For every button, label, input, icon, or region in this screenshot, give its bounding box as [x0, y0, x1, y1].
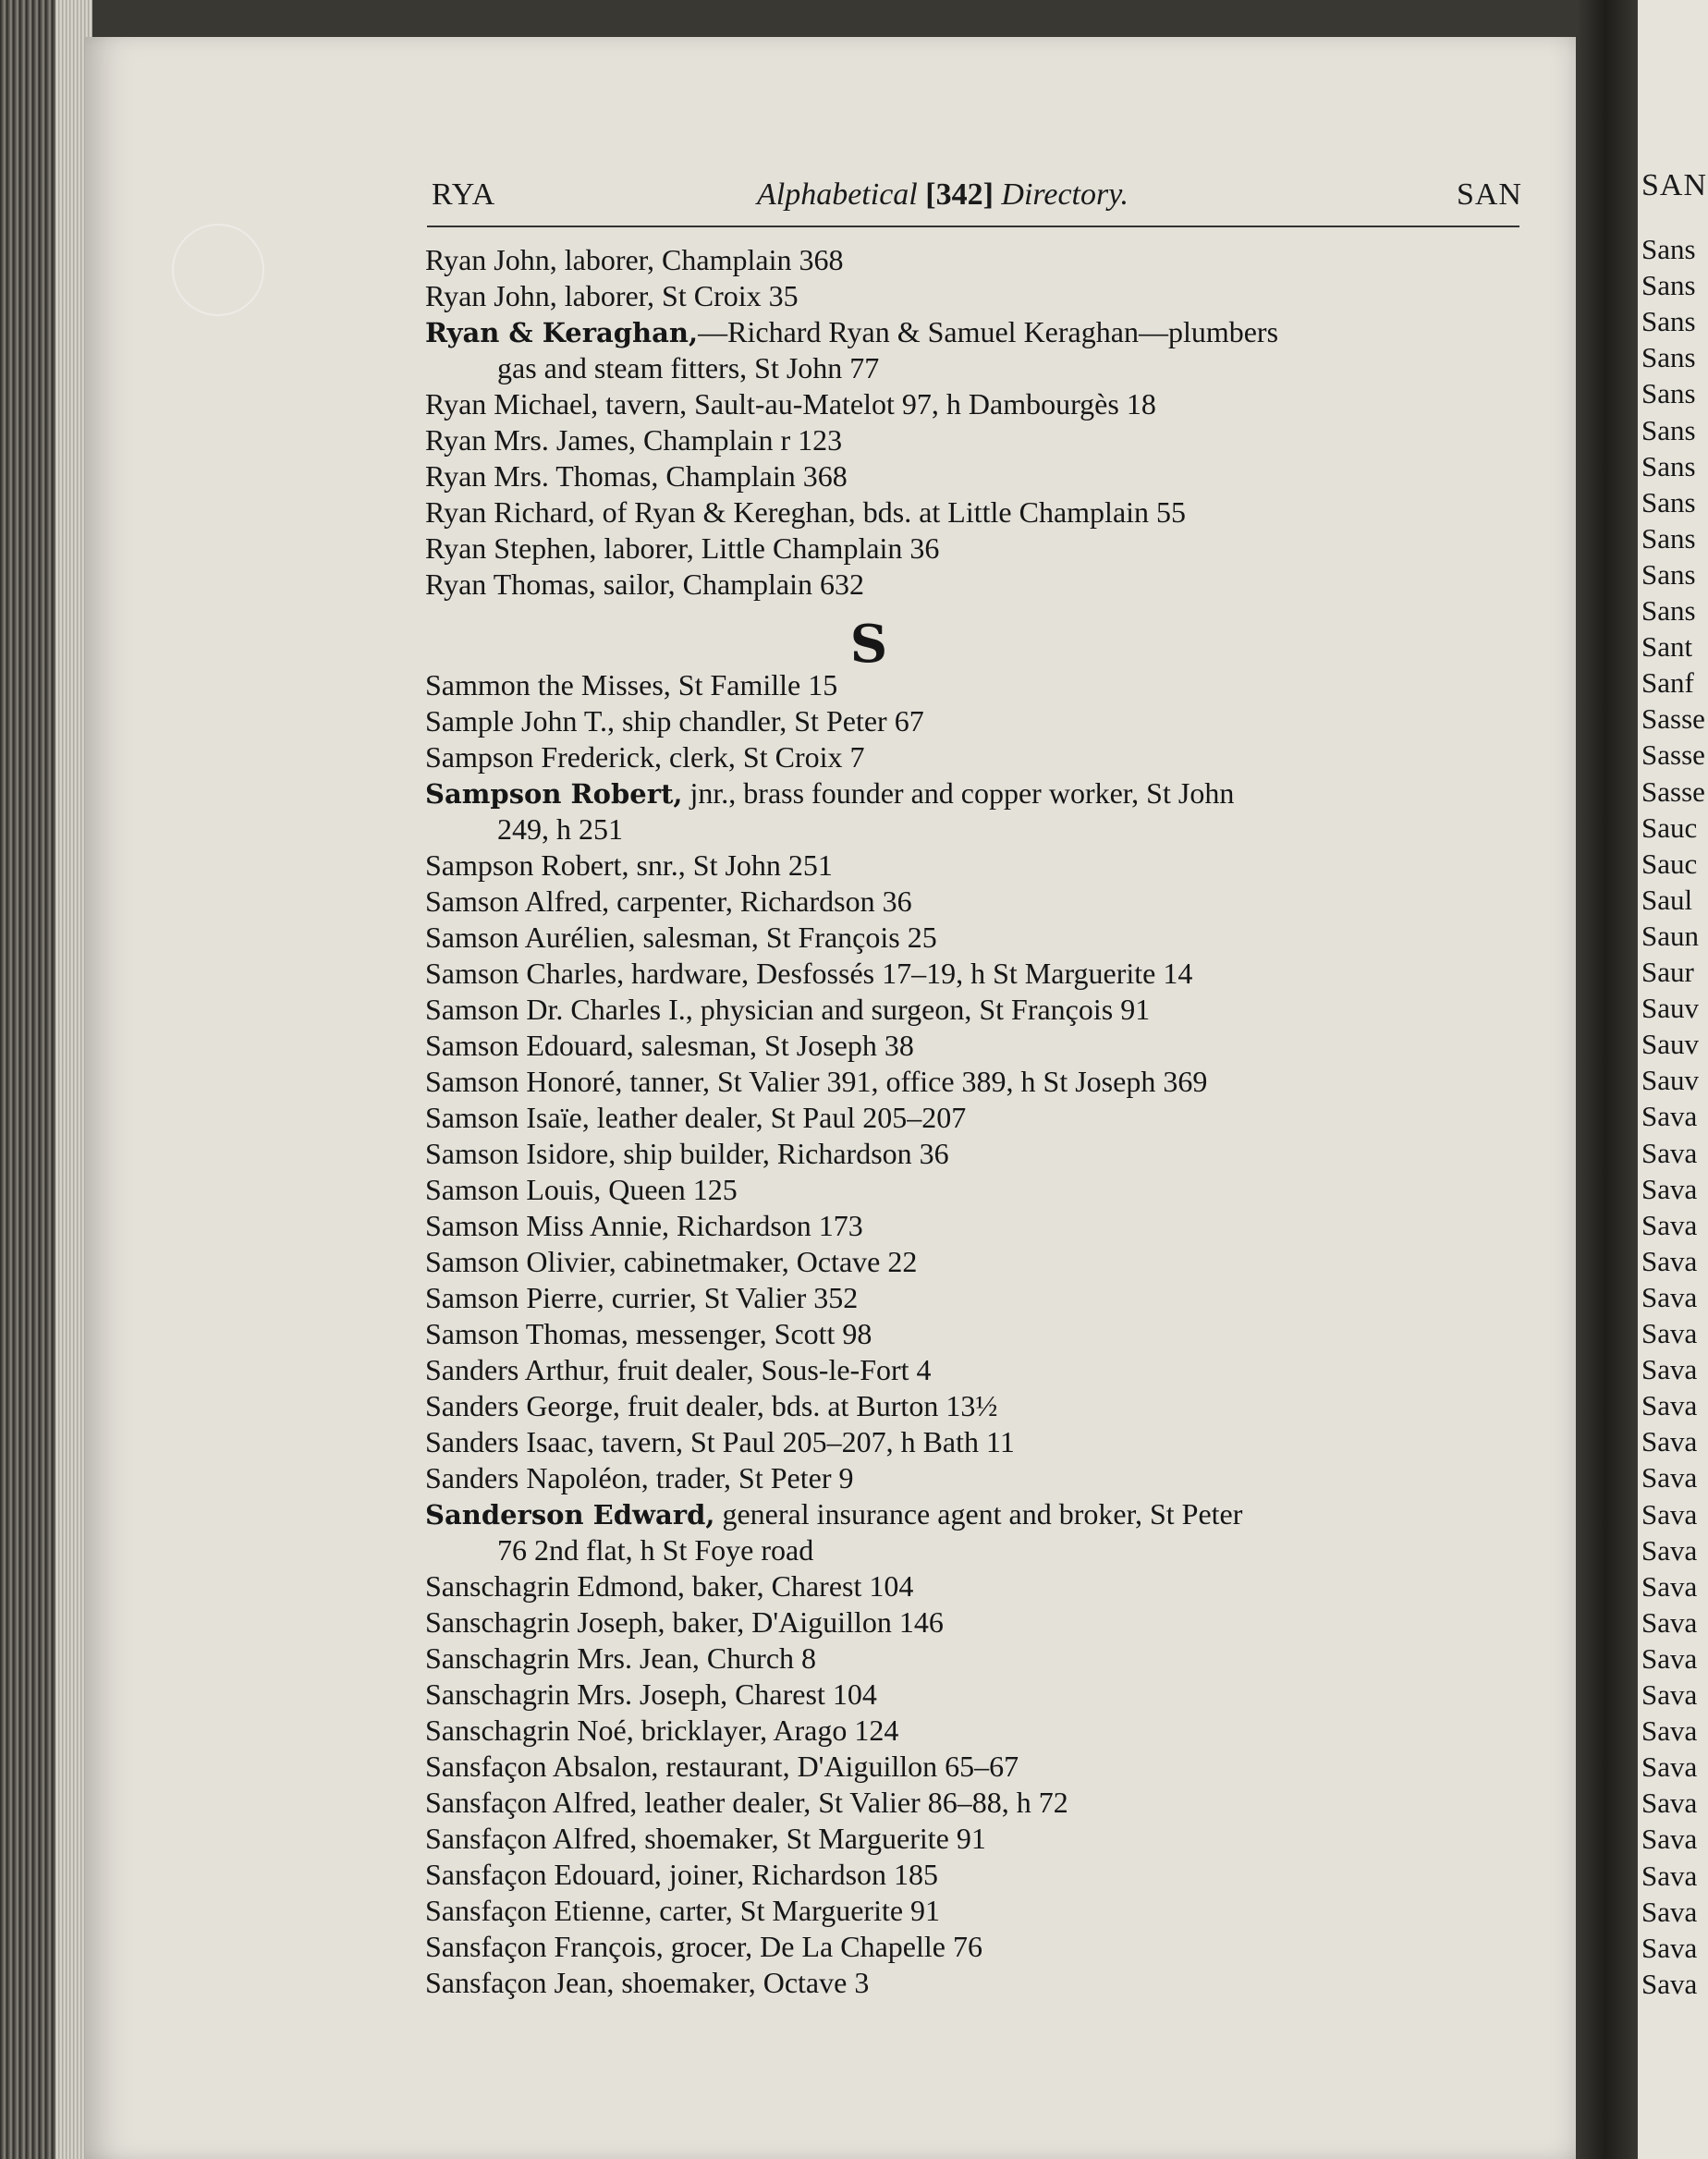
next-page-entry-fragment: Sans	[1641, 377, 1696, 410]
entry-text: Samson Thomas, messenger, Scott 98	[425, 1317, 872, 1350]
next-page-entry-fragment: Saun	[1641, 919, 1699, 952]
next-page-entry-fragment: Sava	[1641, 1714, 1698, 1748]
next-page-entry-fragment: Sauc	[1641, 847, 1698, 880]
entry-text: Samson Pierre, currier, St Valier 352	[425, 1281, 859, 1314]
directory-entries	[425, 242, 1525, 2001]
entry-text: Ryan Michael, tavern, Sault-au-Matelot 97, h Dambourgès 18	[425, 387, 1156, 421]
page-number: [342]	[925, 177, 994, 212]
next-page-entry-fragment: Sava	[1641, 1823, 1698, 1856]
directory-entry	[425, 1352, 1525, 1388]
entry-text: Ryan Mrs. James, Champlain r 123	[425, 423, 843, 457]
entry-text: Ryan Richard, of Ryan & Kereghan, bds. at Little Champlain 55	[425, 495, 1187, 529]
next-page-entry-fragment: Sava	[1641, 1244, 1698, 1277]
entry-text: Sansfaçon Alfred, leather dealer, St Valier 86–88, h 72	[425, 1786, 1068, 1819]
directory-entry	[425, 1713, 1525, 1749]
directory-entry	[425, 1316, 1525, 1352]
next-page-entry-fragment: Sava	[1641, 1533, 1698, 1567]
next-page-entry-fragment: Sava	[1641, 1569, 1698, 1603]
entry-text: Samson Honoré, tanner, St Valier 391, office 389, h St Joseph 369	[425, 1065, 1208, 1098]
entry-continuation	[425, 1532, 1525, 1568]
next-page-entry-fragment: Sava	[1641, 1172, 1698, 1205]
directory-entry	[425, 1100, 1525, 1136]
directory-entry	[425, 1460, 1525, 1496]
next-page-entry-fragment: Sasse	[1641, 702, 1705, 736]
entry-text: Sanders Napoléon, trader, St Peter 9	[425, 1461, 854, 1494]
directory-entry	[425, 531, 1525, 567]
entry-bold-name: Sanderson Edward,	[425, 1499, 715, 1531]
next-page-entry-fragment: Sava	[1641, 1641, 1698, 1675]
directory-entry	[425, 1965, 1525, 2001]
next-page-entry-fragment: Saul	[1641, 883, 1693, 916]
entry-text: Sanschagrin Noé, bricklayer, Arago 124	[425, 1714, 899, 1747]
directory-entry	[425, 1641, 1525, 1677]
entry-text: Samson Alfred, carpenter, Richardson 36	[425, 884, 912, 918]
entry-text: Sansfaçon Edouard, joiner, Richardson 185	[425, 1858, 939, 1891]
header-left-guide-word: RYA	[432, 177, 496, 212]
entry-text: Ryan Mrs. Thomas, Champlain 368	[425, 459, 848, 493]
entries-ryan	[425, 242, 1525, 603]
entry-text: Sansfaçon Absalon, restaurant, D'Aiguillon 65–67	[425, 1750, 1019, 1783]
entry-text: Sanders Isaac, tavern, St Paul 205–207, h Bath 11	[425, 1425, 1015, 1458]
directory-entry	[425, 1929, 1525, 1965]
next-page-entry-fragment: Sava	[1641, 1317, 1698, 1349]
directory-entry	[425, 848, 1525, 884]
next-page-entry-fragment: Sans	[1641, 557, 1696, 591]
directory-entry	[425, 422, 1525, 458]
entry-text: Samson Isaïe, leather dealer, St Paul 205–207	[425, 1101, 967, 1134]
directory-entry	[425, 1208, 1525, 1244]
next-page-entry-fragment: Sava	[1641, 1136, 1698, 1169]
next-page-entry-fragment: Sauv	[1641, 992, 1699, 1025]
entry-text: Samson Dr. Charles I., physician and surgeon, St François 91	[425, 993, 1151, 1026]
entry-text: —Richard Ryan & Samuel Keraghan—plumbers	[698, 315, 1279, 348]
next-page-entry-fragment: Sava	[1641, 1389, 1698, 1422]
entry-text: Sanschagrin Joseph, baker, D'Aiguillon 146	[425, 1605, 944, 1639]
entry-text: Sansfaçon Etienne, carter, St Marguerite 91	[425, 1894, 941, 1927]
running-header	[432, 177, 1522, 216]
directory-entry	[425, 1604, 1525, 1641]
next-page-entry-fragment: Sant	[1641, 630, 1693, 664]
entry-continuation	[425, 811, 1525, 848]
directory-entry	[425, 884, 1525, 920]
next-page-entry-fragment: Sava	[1641, 1750, 1698, 1784]
entry-text: Sanders George, fruit dealer, bds. at Burton 13½	[425, 1389, 998, 1422]
next-page-entry-fragment: Sava	[1641, 1895, 1698, 1928]
directory-entry	[425, 992, 1525, 1028]
next-page-entry-fragment: Sans	[1641, 305, 1696, 338]
next-page-entry-fragment: Sans	[1641, 413, 1696, 446]
entry-text: Samson Louis, Queen 125	[425, 1173, 738, 1206]
entry-bold-name: Sampson Robert,	[425, 778, 683, 810]
directory-entry	[425, 1749, 1525, 1785]
entry-text: Ryan Stephen, laborer, Little Champlain 36	[425, 531, 940, 565]
next-page-entry-fragment: Sava	[1641, 1497, 1698, 1531]
entries-s	[425, 667, 1525, 2001]
entry-text: Sample John T., ship chandler, St Peter 67	[425, 704, 924, 738]
entry-text: Samson Charles, hardware, Desfossés 17–19, h St Marguerite 14	[425, 957, 1193, 990]
entry-text: Samson Edouard, salesman, St Joseph 38	[425, 1029, 914, 1062]
next-page-entry-fragment: Sava	[1641, 1425, 1698, 1458]
next-page-entry-fragment: Sava	[1641, 1280, 1698, 1313]
directory-entry	[425, 458, 1525, 494]
entry-text: Sammon the Misses, St Famille 15	[425, 668, 838, 701]
entry-bold-name: Ryan & Keraghan,	[425, 317, 699, 348]
directory-entry	[425, 1280, 1525, 1316]
directory-entry	[425, 1677, 1525, 1713]
next-page-entry-fragment: Sava	[1641, 1208, 1698, 1241]
entry-text: Samson Isidore, ship builder, Richardson 36	[425, 1137, 949, 1170]
entry-text: Samson Olivier, cabinetmaker, Octave 22	[425, 1245, 918, 1278]
next-page-header: SAN	[1641, 168, 1708, 202]
next-page-entry-fragment: Sans	[1641, 269, 1696, 302]
entry-text: gas and steam fitters, St John 77	[497, 351, 880, 384]
next-page-entry-fragment: Sava	[1641, 1787, 1698, 1820]
directory-entry	[425, 703, 1525, 739]
directory-entry	[425, 1821, 1525, 1857]
directory-entry	[425, 494, 1525, 531]
directory-entry	[425, 1496, 1525, 1532]
directory-entry	[425, 1568, 1525, 1604]
entry-text: Sanschagrin Mrs. Joseph, Charest 104	[425, 1677, 877, 1711]
directory-entry	[425, 1172, 1525, 1208]
entry-text: Samson Miss Annie, Richardson 173	[425, 1209, 863, 1242]
directory-entry	[425, 242, 1525, 278]
next-page-entry-fragment: Sava	[1641, 1461, 1698, 1494]
header-title-after: Directory.	[993, 177, 1128, 212]
header-right-guide-word: SAN	[1456, 177, 1522, 212]
directory-entry	[425, 278, 1525, 314]
entry-text: Sansfaçon François, grocer, De La Chapelle 76	[425, 1930, 982, 1963]
header-rule	[427, 226, 1519, 227]
directory-entry	[425, 1136, 1525, 1172]
directory-entry	[425, 739, 1525, 775]
directory-entry	[425, 1785, 1525, 1821]
next-page-entry-fragment: Sans	[1641, 485, 1696, 518]
entry-text: Ryan John, laborer, Champlain 368	[425, 243, 844, 276]
directory-entry	[425, 1893, 1525, 1929]
directory-entry	[425, 667, 1525, 703]
next-page-entry-fragment: Sauv	[1641, 1064, 1699, 1097]
header-title	[757, 177, 1128, 213]
entry-text: general insurance agent and broker, St Peter	[714, 1497, 1243, 1531]
next-page-entry-fragment: Sava	[1641, 1353, 1698, 1386]
directory-entry	[425, 1244, 1525, 1280]
library-stamp	[172, 224, 264, 316]
header-title-before: Alphabetical	[757, 177, 926, 212]
book-gutter	[1576, 0, 1641, 2159]
directory-entry	[425, 386, 1525, 422]
directory-entry	[425, 956, 1525, 992]
entry-text: Sanders Arthur, fruit dealer, Sous-le-Fort 4	[425, 1353, 932, 1386]
directory-entry	[425, 775, 1525, 811]
directory-entry	[425, 1388, 1525, 1424]
entry-text: jnr., brass founder and copper worker, St John	[682, 776, 1235, 810]
directory-entry	[425, 1857, 1525, 1893]
directory-entry	[425, 1028, 1525, 1064]
entry-text: Sansfaçon Jean, shoemaker, Octave 3	[425, 1966, 870, 1999]
entry-text: Ryan Thomas, sailor, Champlain 632	[425, 567, 865, 601]
next-page-entry-fragment: Sans	[1641, 449, 1696, 482]
directory-entry	[425, 1064, 1525, 1100]
next-page-entry-fragment: Saur	[1641, 956, 1694, 988]
next-page-entry-fragment: Sava	[1641, 1100, 1698, 1133]
next-page-entry-fragment: Sauv	[1641, 1028, 1699, 1061]
entry-text: 249, h 251	[497, 812, 623, 846]
next-page-entry-fragment: Sauc	[1641, 811, 1698, 844]
directory-entry	[425, 314, 1525, 350]
section-letter: S	[849, 614, 888, 675]
next-page-entry-fragment: Sans	[1641, 341, 1696, 374]
entry-text: Ryan John, laborer, St Croix 35	[425, 279, 799, 312]
next-page-entry-fragment: Sava	[1641, 1678, 1698, 1711]
next-page-entry-fragment: Sans	[1641, 594, 1696, 627]
entry-text: Sansfaçon Alfred, shoemaker, St Marguerite 91	[425, 1822, 986, 1855]
entry-text: Sanschagrin Edmond, baker, Charest 104	[425, 1569, 914, 1603]
next-page-entry-fragment: Sava	[1641, 1859, 1698, 1892]
directory-entry	[425, 920, 1525, 956]
entry-text: Sanschagrin Mrs. Jean, Church 8	[425, 1641, 817, 1675]
next-page-entry-fragment: Sans	[1641, 521, 1696, 555]
directory-entry	[425, 1424, 1525, 1460]
next-page-entry-fragment: Sans	[1641, 233, 1696, 265]
entry-text: Sampson Frederick, clerk, St Croix 7	[425, 740, 865, 774]
next-page-entry-fragment: Sasse	[1641, 738, 1705, 772]
entry-text: 76 2nd flat, h St Foye road	[497, 1533, 814, 1567]
next-page-entry-fragment: Sava	[1641, 1931, 1698, 1964]
next-page-entry-fragment: Sava	[1641, 1967, 1698, 2000]
entry-text: Sampson Robert, snr., St John 251	[425, 848, 833, 882]
next-page-entry-fragment: Sanf	[1641, 666, 1694, 700]
next-page-entry-fragment: Sava	[1641, 1605, 1698, 1639]
entry-continuation	[425, 350, 1525, 386]
next-page-entry-fragment: Sasse	[1641, 775, 1705, 808]
entry-text: Samson Aurélien, salesman, St François 25	[425, 921, 937, 954]
directory-entry	[425, 567, 1525, 603]
